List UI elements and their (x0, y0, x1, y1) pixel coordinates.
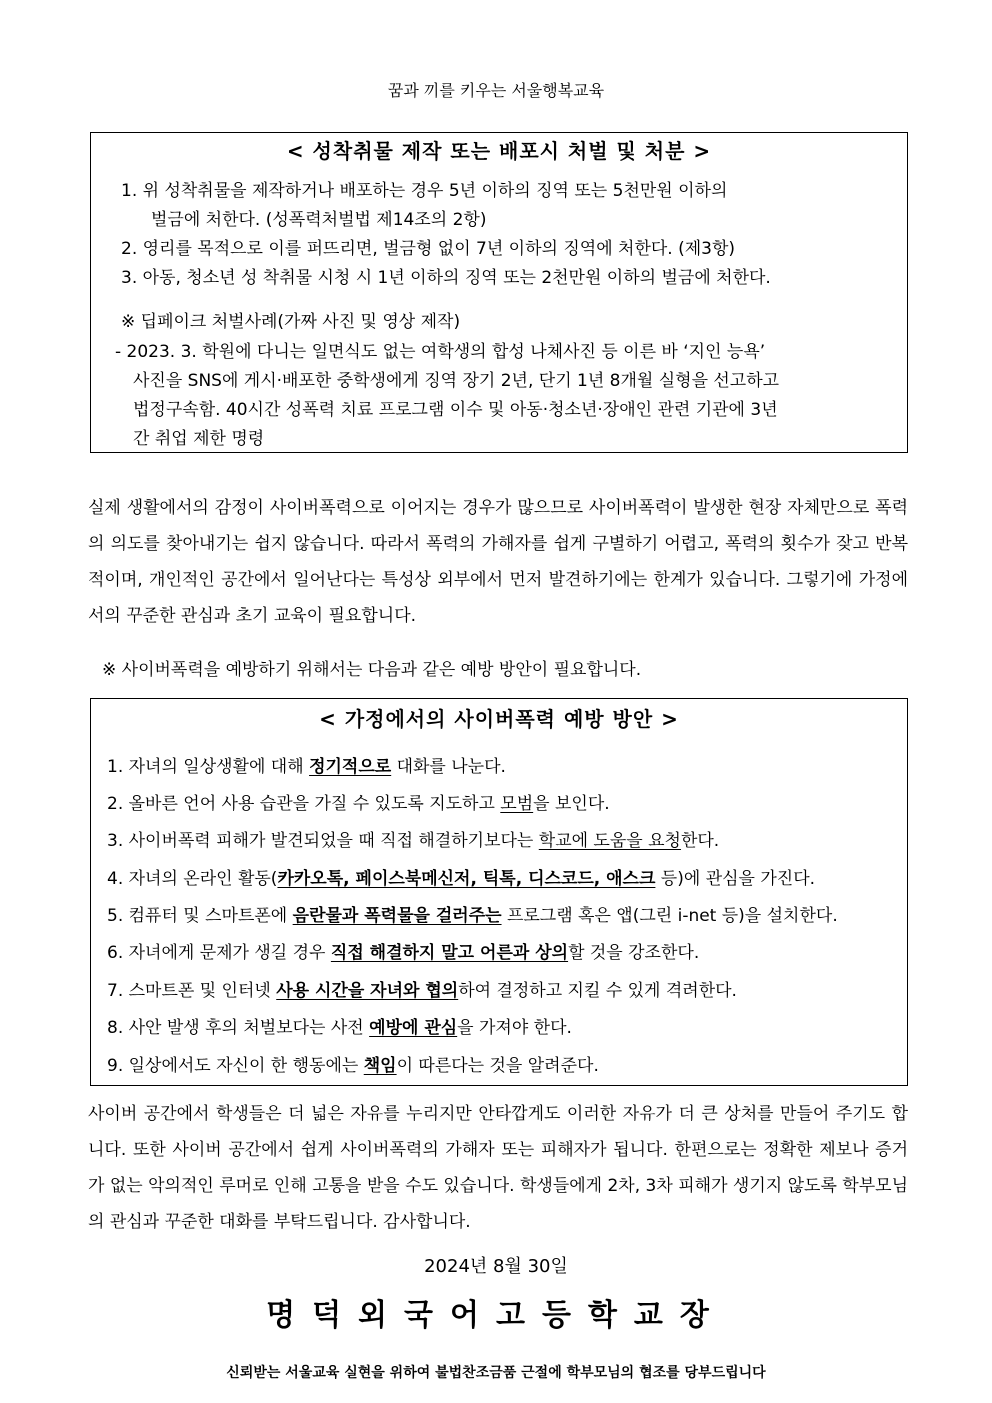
prevention-item-text: 3. 사이버폭력 피해가 발견되었을 때 직접 해결하기보다는 (107, 831, 539, 851)
prevention-item-emphasis: 카카오톡, 페이스북메신저, 틱톡, 디스코드, 애스크 (277, 869, 656, 889)
punishment-box-title: < 성착취물 제작 또는 배포시 처벌 및 처분 > (286, 139, 712, 163)
prevention-item (107, 792, 610, 816)
prevention-item-text: 을 보인다. (533, 794, 610, 814)
punishment-box (90, 132, 908, 453)
prevention-item-text: 한다. (680, 831, 720, 851)
prevention-item-text: 5. 컴퓨터 및 스마트폰에 (107, 906, 293, 926)
prevention-box (90, 698, 908, 1086)
prevention-item-text: 1. 자녀의 일상생활에 대해 (107, 757, 310, 777)
prevention-item-text: 을 가져야 한다. (457, 1018, 572, 1038)
prevention-item (107, 1054, 599, 1078)
deepfake-case-line: 간 취업 제한 명령 (133, 429, 265, 449)
prevention-item-text: 등)에 관심을 가진다. (655, 869, 816, 889)
prevention-item-emphasis: 책임 (363, 1056, 397, 1076)
deepfake-case-heading: ※ 딥페이크 처벌사례(가짜 사진 및 영상 제작) (121, 312, 461, 332)
prevention-item (107, 1016, 572, 1040)
prevention-item (107, 867, 815, 891)
header-slogan: 꿈과 끼를 키우는 서울행복교육 (387, 81, 605, 100)
punishment-line: 2. 영리를 목적으로 이를 퍼뜨리면, 벌금형 없이 7년 이하의 징역에 처한다. (제3항) (121, 239, 736, 259)
deepfake-case-line: 사진을 SNS에 게시·배포한 중학생에게 징역 장기 2년, 단기 1년 8개월 실형을 선고하고 (133, 371, 780, 391)
prevention-item-emphasis: 음란물과 폭력물을 걸러주는 (292, 906, 502, 926)
prevention-item (107, 904, 838, 928)
prevention-item-emphasis: 정기적으로 (309, 757, 392, 777)
prevention-item-text: 프로그램 혹은 앱(그린 i-net 등)을 설치한다. (501, 906, 838, 926)
prevention-item-text: 8. 사안 발생 후의 처벌보다는 사전 (107, 1018, 370, 1038)
punishment-line: 3. 아동, 청소년 성 착취물 시청 시 1년 이하의 징역 또는 2천만원 이하의 벌금에 처한다. (121, 268, 771, 288)
prevention-item-emphasis: 사용 시간을 자녀와 협의 (276, 981, 459, 1001)
prevention-item-text: 4. 자녀의 온라인 활동( (107, 869, 278, 889)
prevention-item-text: 7. 스마트폰 및 인터넷 (107, 981, 277, 1001)
prevention-item-emphasis: 모범 (500, 794, 534, 814)
prevention-item (107, 755, 506, 779)
footer-notice: 신뢰받는 서울교육 실현을 위하여 불법찬조금품 근절에 학부모님의 협조를 당부드립니다 (226, 1365, 766, 1381)
punishment-line: 벌금에 처한다. (성폭력처벌법 제14조의 2항) (151, 210, 487, 230)
prevention-item-emphasis: 직접 해결하지 말고 어른과 상의 (330, 943, 569, 963)
prevention-item-text: 이 따른다는 것을 알려준다. (396, 1056, 599, 1076)
prevention-box-title: < 가정에서의 사이버폭력 예방 방안 > (319, 707, 679, 731)
prevention-item (107, 979, 737, 1003)
punishment-line: 1. 위 성착취물을 제작하거나 배포하는 경우 5년 이하의 징역 또는 5천만원 이하의 (121, 181, 728, 201)
prevention-item-emphasis: 학교에 도움을 요청 (538, 831, 681, 851)
prevention-note: ※ 사이버폭력을 예방하기 위해서는 다음과 같은 예방 방안이 필요합니다. (102, 660, 642, 680)
prevention-item-text: 6. 자녀에게 문제가 생길 경우 (107, 943, 331, 963)
closing-paragraph: 사이버 공간에서 학생들은 더 넓은 자유를 누리지만 안타깝게도 이러한 자유가 더 큰 상처를 만들어 주기도 합니다. 또한 사이버 공간에서 쉽게 사이버폭력의 가해자 또는 피해자가 됩니다. 한편으로는 정확한 제보나 증거가 없는 악의적인 루머로 인해 고통을 받을 수도 있습니다. 학생들에게 2차, 3차 피해가 생기지 않도록 학부모님의 관심과 꾸준한 대화를 부탁드립니다. 감사합니다. (88, 1104, 908, 1232)
date: 2024년 8월 30일 (424, 1256, 568, 1277)
prevention-item (107, 829, 719, 853)
prevention-item-text: 9. 일상에서도 자신이 한 행동에는 (107, 1056, 364, 1076)
principal-signature: 명덕외국어고등학교장 (266, 1298, 726, 1333)
deepfake-case-line: - 2023. 3. 학원에 다니는 일면식도 없는 여학생의 합성 나체사진 등 이른 바 ‘지인 능욕’ (115, 342, 766, 362)
prevention-item-text: 대화를 나눈다. (391, 757, 506, 777)
prevention-item-text: 하여 결정하고 지킬 수 있게 격려한다. (458, 981, 737, 1001)
prevention-item-text: 할 것을 강조한다. (568, 943, 700, 963)
prevention-item-emphasis: 예방에 관심 (369, 1018, 458, 1038)
deepfake-case-line: 법정구속함. 40시간 성폭력 치료 프로그램 이수 및 아동·청소년·장애인 관련 기관에 3년 (133, 400, 778, 420)
prevention-item (107, 941, 699, 965)
intro-paragraph: 실제 생활에서의 감정이 사이버폭력으로 이어지는 경우가 많으므로 사이버폭력이 발생한 현장 자체만으로 폭력의 의도를 찾아내기는 쉽지 않습니다. 따라서 폭력의 가해자를 쉽게 구별하기 어렵고, 폭력의 횟수가 잦고 반복적이며, 개인적인 공간에서 일어난다는 특성상 외부에서 먼저 발견하기에는 한계가 있습니다. 그렇기에 가정에서의 꾸준한 관심과 초기 교육이 필요합니다. (88, 498, 908, 626)
prevention-item-text: 2. 올바른 언어 사용 습관을 가질 수 있도록 지도하고 (107, 794, 501, 814)
